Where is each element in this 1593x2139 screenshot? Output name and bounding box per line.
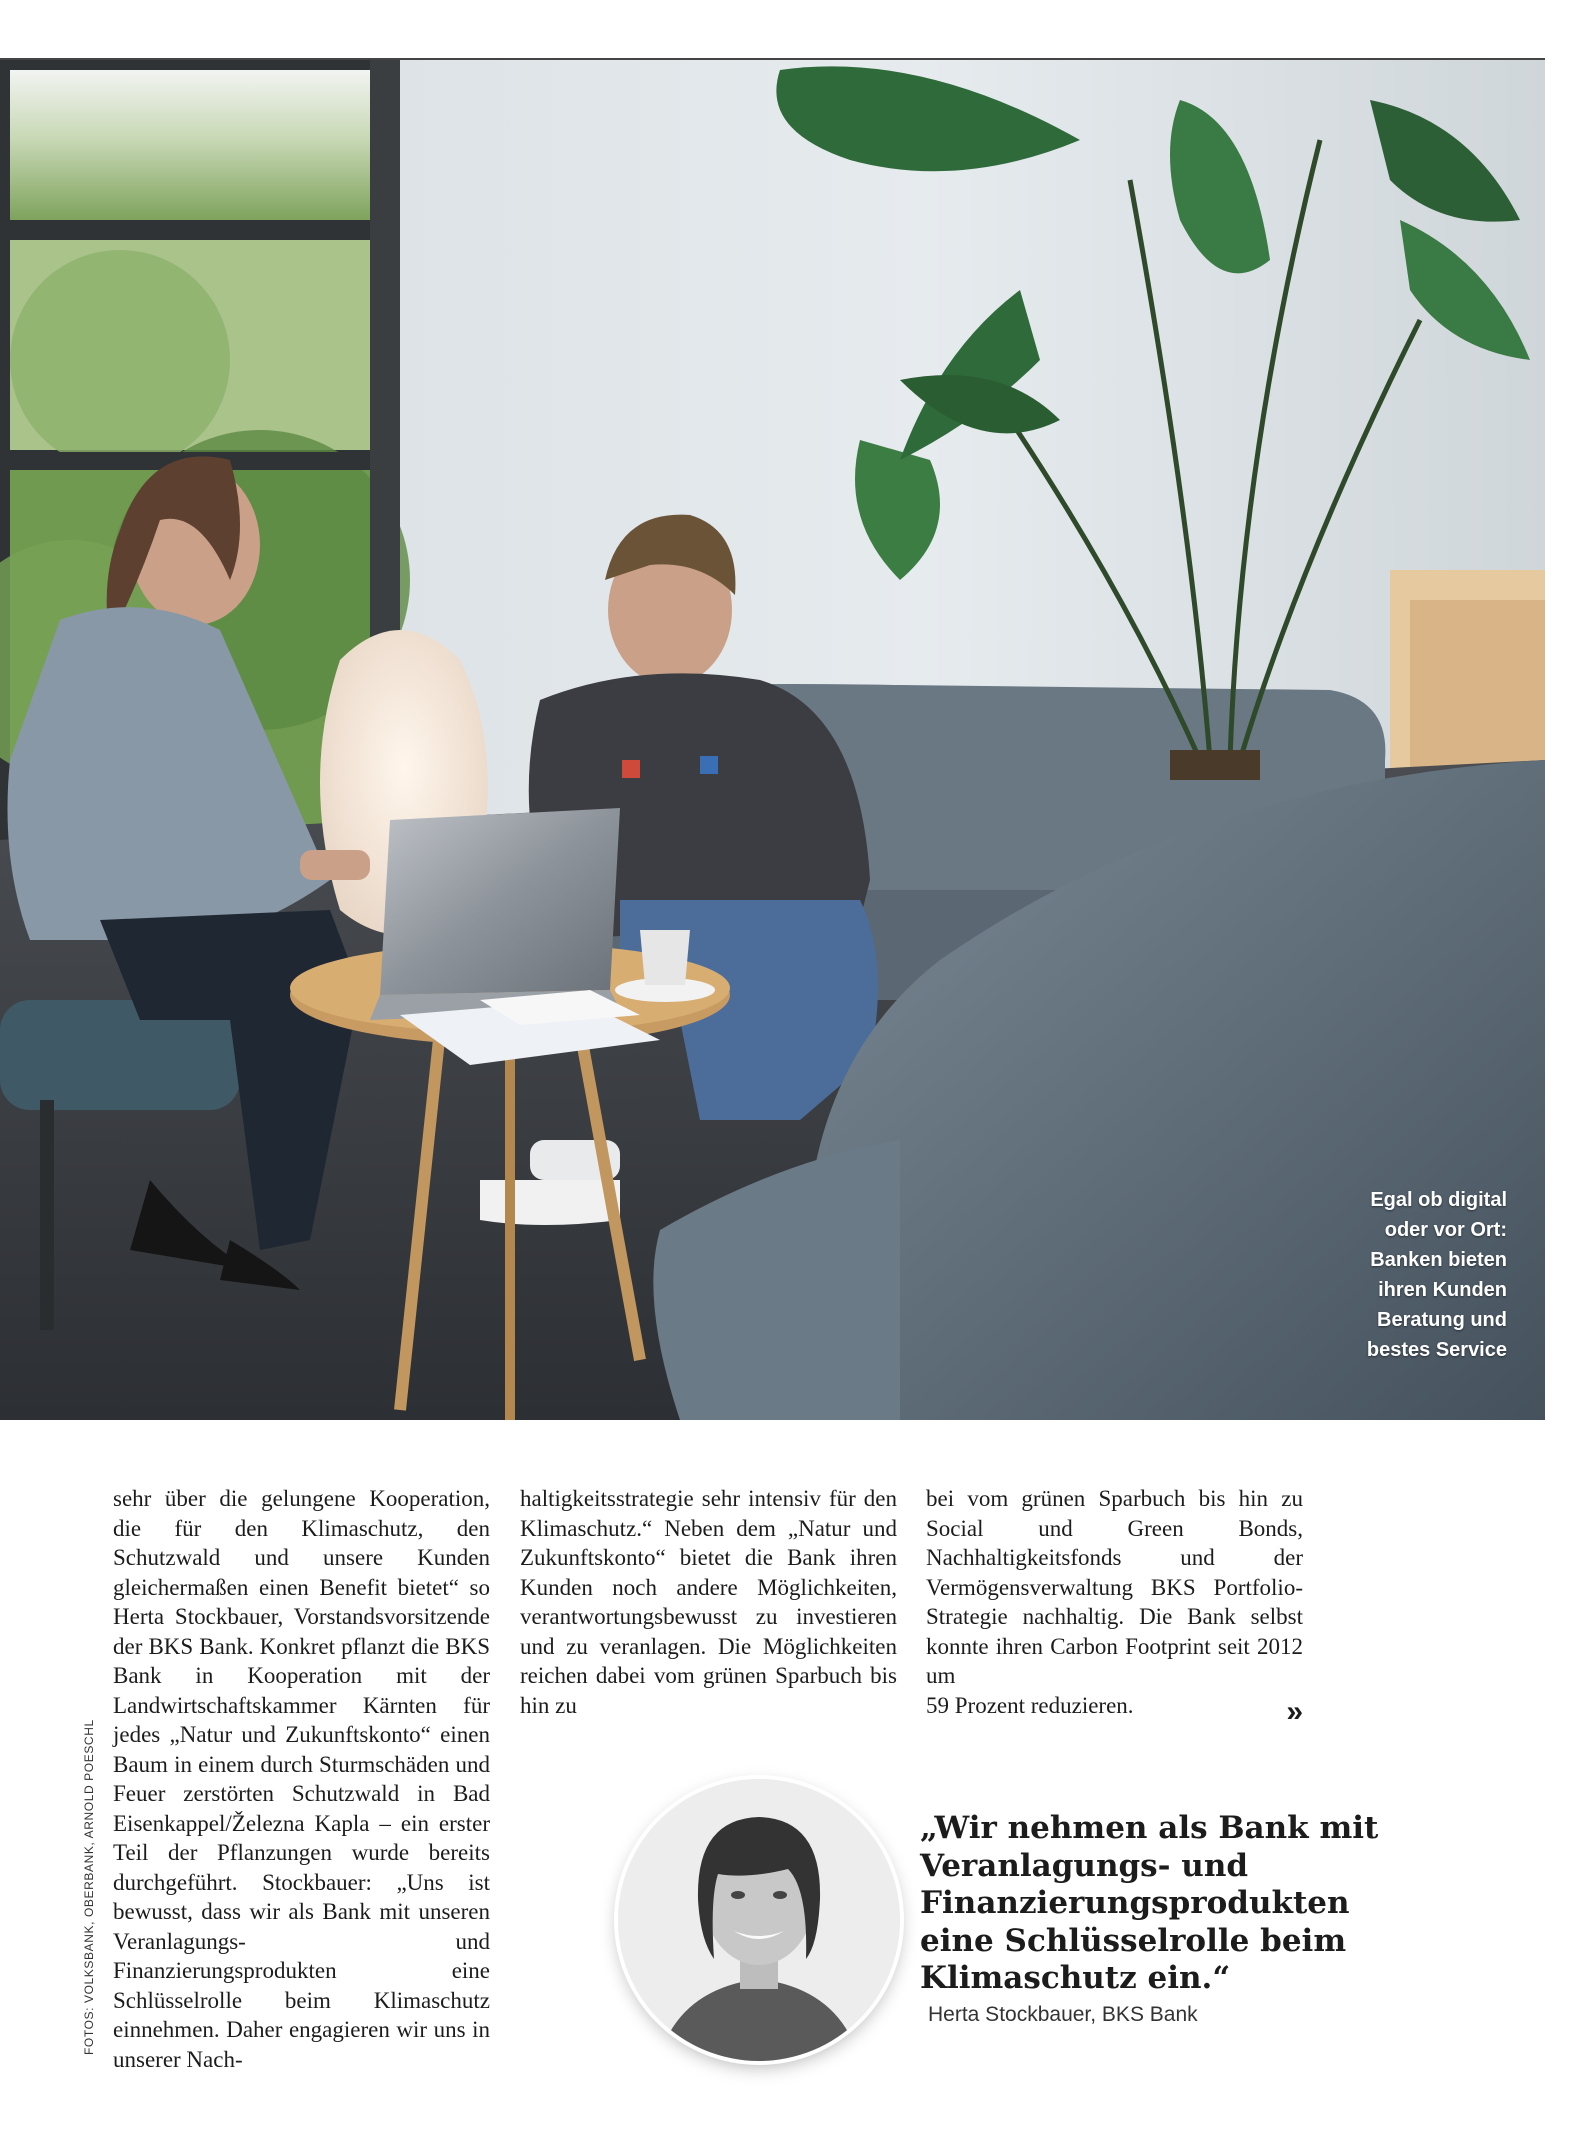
quote-line: eine Schlüsselrolle beim — [920, 1922, 1347, 1959]
body-column-1: sehr über die gelungene Kooperation, die für den Klimaschutz, den Schutzwald und unsere Kunden gleichermaßen einen Benefit bietet“ so Herta Stockbauer, Vorstandsvorsitzende der BKS Bank. Konkret pflanzt die BKS Bank in Kooperation mit der Landwirtschaftskammer Kärnten für jedes „Natur und Zukunftskonto“ einen Baum in einem durch Sturmschäden und Feuer zerstörten Schutzwald in Bad Eisenkappel/Železna Kapla – ein erster Teil der Pflanzungen wurde bereits durchgeführt. Stockbauer: „Uns ist bewusst, dass wir als Bank mit unseren Veranlagungs- und Finanzierungsprodukten eine Schlüsselrolle beim Klimaschutz einnehmen. Daher engagieren wir uns in unserer Nach- — [113, 1486, 490, 2072]
body-column-3 — [926, 1484, 1303, 1728]
caption-line: oder vor Ort: — [1384, 1219, 1507, 1241]
body-column-3-text: bei vom grünen Sparbuch bis hin zu Social und Green Bonds, Nachhaltigkeitsfonds und der Vermögensverwaltung BKS Portfolio-Strategie nachhaltig. Die Bank selbst konnte ihren Carbon Footprint seit 2012 um — [926, 1486, 1303, 1688]
photo-caption — [1287, 1185, 1507, 1365]
portrait-photo — [618, 1779, 900, 2061]
caption-line: Egal ob digital — [1370, 1189, 1507, 1211]
photo-credit: FOTOS: VOLKSBANK, OBERBANK, ARNOLD POESCHL — [82, 1719, 96, 2055]
article-photo — [0, 60, 1545, 1420]
quote-line: Klimaschutz ein.“ — [920, 1960, 1231, 1996]
pull-quote — [920, 1810, 1400, 1998]
quote-attribution: Herta Stockbauer, BKS Bank — [928, 2003, 1198, 2026]
caption-line: bestes Service — [1366, 1339, 1507, 1361]
caption-line: Banken bieten — [1370, 1249, 1507, 1271]
quote-line: „Wir nehmen als Bank mit — [920, 1810, 1379, 1846]
portrait-illustration — [618, 1779, 900, 2061]
body-column-3-last-line — [926, 1691, 1303, 1728]
caption-line: ihren Kunden — [1378, 1279, 1507, 1301]
quote-line: Veranlagungs- und — [920, 1847, 1249, 1884]
body-column-2: haltigkeitsstrategie sehr intensiv für den Klimaschutz.“ Neben dem „Natur und Zukunftskonto“ bietet die Bank ihren Kunden noch andere Möglichkeiten, verantwortungsbewusst zu investieren und zu veranlagen. Die Möglichkeiten reichen dabei vom grünen Sparbuch bis hin zu — [520, 1486, 897, 1718]
body-column-3-last-text: 59 Prozent reduzieren. — [926, 1692, 1134, 1718]
caption-line: Beratung und — [1377, 1309, 1507, 1331]
article-end-mark: » — [1286, 1694, 1303, 1728]
quote-line: Finanzierungsprodukten — [920, 1885, 1350, 1921]
